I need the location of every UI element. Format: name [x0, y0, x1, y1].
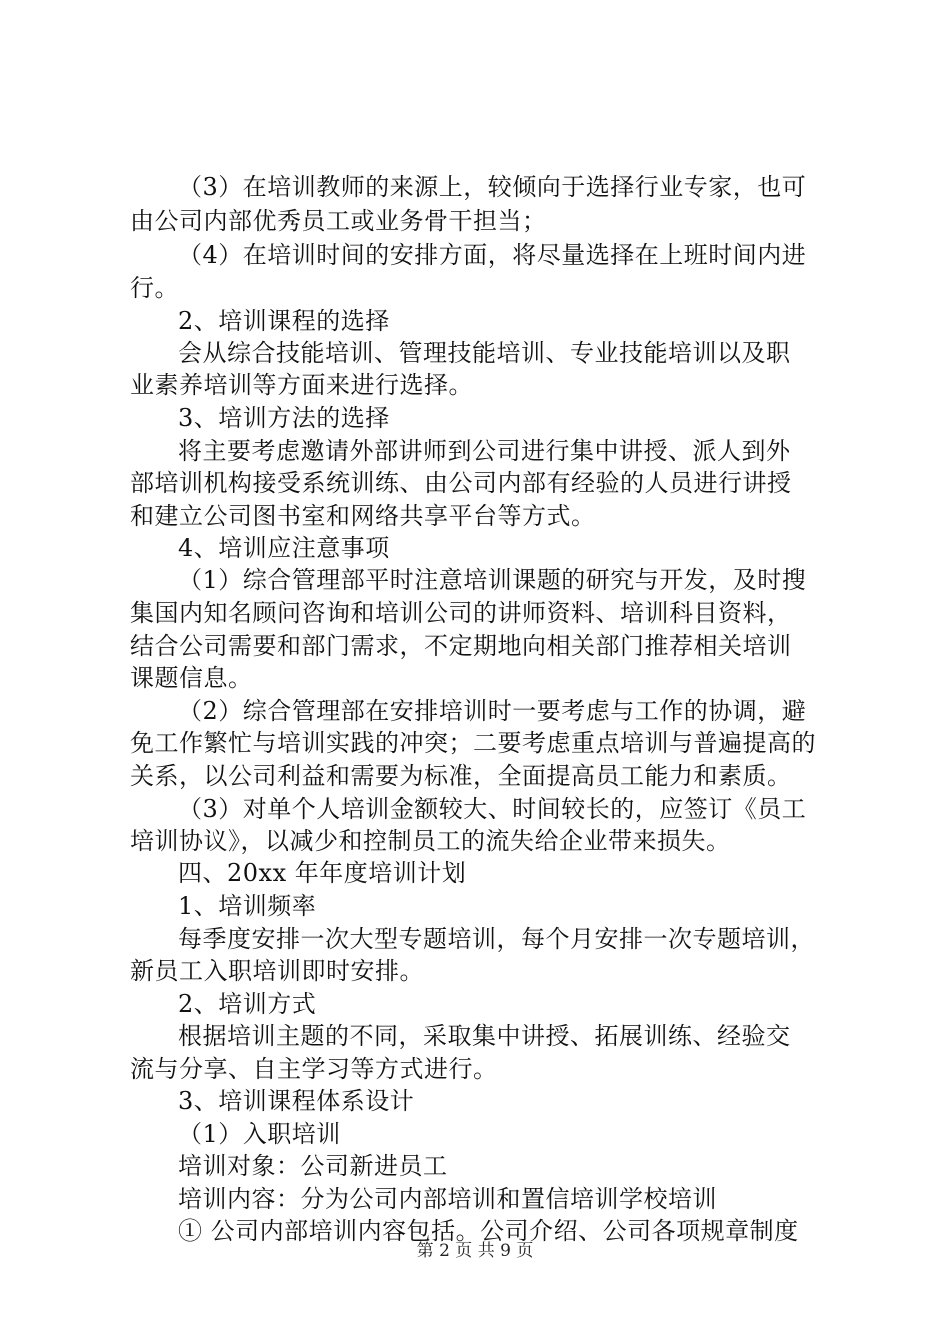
- section-heading: 四、20xx 年年度培训计划: [178, 859, 467, 887]
- text-line: 根据培训主题的不同，采取集中讲授、拓展训练、经验交: [178, 1022, 791, 1050]
- section-heading: （1）入职培训: [178, 1120, 341, 1148]
- section-heading: 1、培训频率: [178, 892, 317, 920]
- text-line: 行。: [130, 274, 179, 302]
- text-line: 流与分享、自主学习等方式进行。: [130, 1055, 498, 1083]
- text-line: 由公司内部优秀员工或业务骨干担当；: [130, 207, 547, 235]
- section-heading: 4、培训应注意事项: [178, 534, 390, 562]
- text-line: 培训内容：分为公司内部培训和置信培训学校培训: [178, 1185, 717, 1213]
- section-heading: 2、培训课程的选择: [178, 307, 390, 335]
- text-line: 集国内知名顾问咨询和培训公司的讲师资料、培训科目资料，: [130, 599, 792, 627]
- text-line: 将主要考虑邀请外部讲师到公司进行集中讲授、派人到外: [178, 437, 791, 465]
- text-line: ① 公司内部培训内容包括。公司介绍、公司各项规章制度: [178, 1217, 799, 1245]
- text-line: （1）综合管理部平时注意培训课题的研究与开发，及时搜: [178, 566, 807, 594]
- section-heading: 3、培训方法的选择: [178, 404, 390, 432]
- text-line: 部培训机构接受系统训练、由公司内部有经验的人员进行讲授: [130, 469, 792, 497]
- text-line: 业素养培训等方面来进行选择。: [130, 371, 473, 399]
- text-line: 关系，以公司利益和需要为标准，全面提高员工能力和素质。: [130, 762, 792, 790]
- text-line: 新员工入职培训即时安排。: [130, 957, 424, 985]
- text-line: 免工作繁忙与培训实践的冲突；二要考虑重点培训与普遍提高的: [130, 729, 816, 757]
- text-line: 培训协议》，以减少和控制员工的流失给企业带来损失。: [130, 827, 731, 855]
- text-line: 结合公司需要和部门需求，不定期地向相关部门推荐相关培训: [130, 632, 792, 660]
- text-line: 课题信息。: [130, 664, 253, 692]
- text-line: （3）在培训教师的来源上，较倾向于选择行业专家，也可: [178, 173, 807, 201]
- text-line: 每季度安排一次大型专题培训，每个月安排一次专题培训，: [178, 925, 815, 953]
- text-line: 和建立公司图书室和网络共享平台等方式。: [130, 502, 596, 530]
- text-line: 培训对象：公司新进员工: [178, 1152, 448, 1180]
- text-line: 会从综合技能培训、管理技能培训、专业技能培训以及职: [178, 339, 791, 367]
- text-line: （4）在培训时间的安排方面，将尽量选择在上班时间内进: [178, 241, 807, 269]
- section-heading: 2、培训方式: [178, 990, 317, 1018]
- page-number-footer: 第 2 页 共 9 页: [416, 1241, 534, 1261]
- text-line: （3）对单个人培训金额较大、时间较长的，应签订《员工: [178, 795, 807, 823]
- section-heading: 3、培训课程体系设计: [178, 1087, 415, 1115]
- text-line: （2）综合管理部在安排培训时一要考虑与工作的协调，避: [178, 697, 807, 725]
